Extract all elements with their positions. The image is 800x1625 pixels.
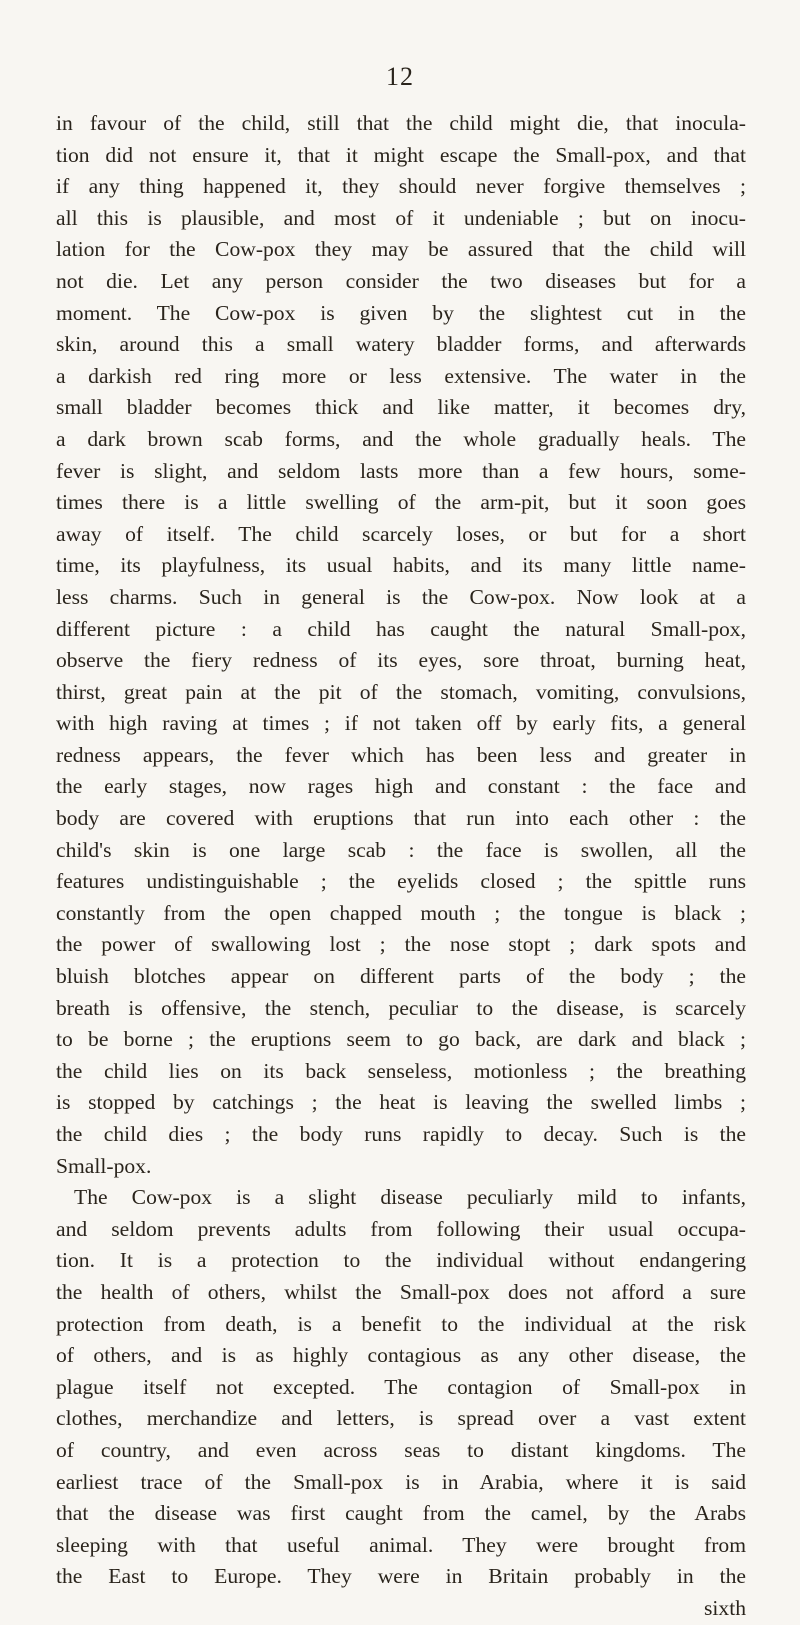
text-line: breath is offensive, the stench, peculiar to the disease, is scarcely (56, 995, 746, 1020)
text-line: with high raving at times ; if not taken off by early fits, a general (56, 711, 746, 736)
text-line: earliest trace of the Small-pox is in Arabia, where it is said (56, 1469, 746, 1494)
text-line: child's skin is one large scab : the face is swollen, all the (56, 837, 746, 862)
text-line: the East to Europe. They were in Britain probably in the (56, 1564, 746, 1589)
text-line: bluish blotches appear on different parts of the body ; the (56, 964, 746, 989)
text-line: the child lies on its back senseless, motionless ; the breathing (56, 1058, 746, 1083)
page-number: 12 (386, 62, 414, 91)
text-line: the power of swallowing lost ; the nose stopt ; dark spots and (56, 932, 746, 957)
text-line: The Cow-pox is a slight disease peculiarly mild to infants, (74, 1185, 746, 1210)
text-line: sleeping with that useful animal. They were brought from (56, 1532, 746, 1557)
text-line: less charms. Such in general is the Cow-pox. Now look at a (56, 584, 746, 609)
text-line: times there is a little swelling of the arm-pit, but it soon goes (56, 490, 746, 515)
text-line: not die. Let any person consider the two diseases but for a (56, 268, 746, 293)
text-line: Small-pox. (56, 1153, 152, 1178)
text-line: lation for the Cow-pox they may be assured that the child will (56, 237, 746, 262)
text-line: skin, around this a small watery bladder forms, and afterwards (56, 332, 746, 357)
text-line: a dark brown scab forms, and the whole gradually heals. The (56, 426, 746, 451)
text-line: observe the fiery redness of its eyes, sore throat, burning heat, (56, 648, 746, 673)
text-line: time, its playfulness, its usual habits, and its many little name- (56, 553, 746, 578)
text-line: redness appears, the fever which has been less and greater in (56, 742, 746, 767)
text-line: body are covered with eruptions that run into each other : the (56, 806, 746, 831)
body-text (56, 108, 746, 1625)
text-line: the child dies ; the body runs rapidly to decay. Such is the (56, 1122, 746, 1146)
text-line: moment. The Cow-pox is given by the slightest cut in the (56, 300, 746, 325)
text-line: clothes, merchandize and letters, is spread over a vast extent (56, 1406, 746, 1431)
text-line: the early stages, now rages high and constant : the face and (56, 774, 746, 799)
text-line: of country, and even across seas to distant kingdoms. The (56, 1437, 746, 1462)
text-line: plague itself not excepted. The contagion of Small-pox in (56, 1374, 746, 1399)
text-line: that the disease was first caught from the camel, by the Arabs (56, 1501, 746, 1526)
text-line: the health of others, whilst the Small-pox does not afford a sure (56, 1279, 746, 1304)
text-line: and seldom prevents adults from following their usual occupa- (56, 1216, 746, 1241)
text-line: tion. It is a protection to the individual without endangering (56, 1248, 746, 1273)
text-line: all this is plausible, and most of it undeniable ; but on inocu- (56, 205, 746, 230)
text-line: of others, and is as highly contagious as any other disease, the (56, 1343, 746, 1368)
text-line: a darkish red ring more or less extensive. The water in the (56, 363, 746, 388)
catchword: sixth (704, 1595, 746, 1620)
text-line: tion did not ensure it, that it might escape the Small-pox, and that (56, 142, 746, 167)
text-line: fever is slight, and seldom lasts more than a few hours, some- (56, 458, 746, 483)
text-line: if any thing happened it, they should never forgive themselves ; (56, 174, 746, 199)
text-line: small bladder becomes thick and like matter, it becomes dry, (56, 395, 746, 420)
text-line: features undistinguishable ; the eyelids closed ; the spittle runs (56, 869, 746, 894)
text-line: different picture : a child has caught the natural Small-pox, (56, 616, 746, 641)
text-line: is stopped by catchings ; the heat is leaving the swelled limbs ; (56, 1090, 746, 1115)
text-line: away of itself. The child scarcely loses, or but for a short (56, 521, 746, 546)
text-line: constantly from the open chapped mouth ; the tongue is black ; (56, 900, 746, 925)
text-line: protection from death, is a benefit to the individual at the risk (56, 1311, 746, 1336)
text-line: in favour of the child, still that the child might die, that inocula- (56, 111, 746, 135)
text-line: to be borne ; the eruptions seem to go back, are dark and black ; (56, 1027, 746, 1052)
text-line: thirst, great pain at the pit of the stomach, vomiting, convulsions, (56, 679, 746, 704)
